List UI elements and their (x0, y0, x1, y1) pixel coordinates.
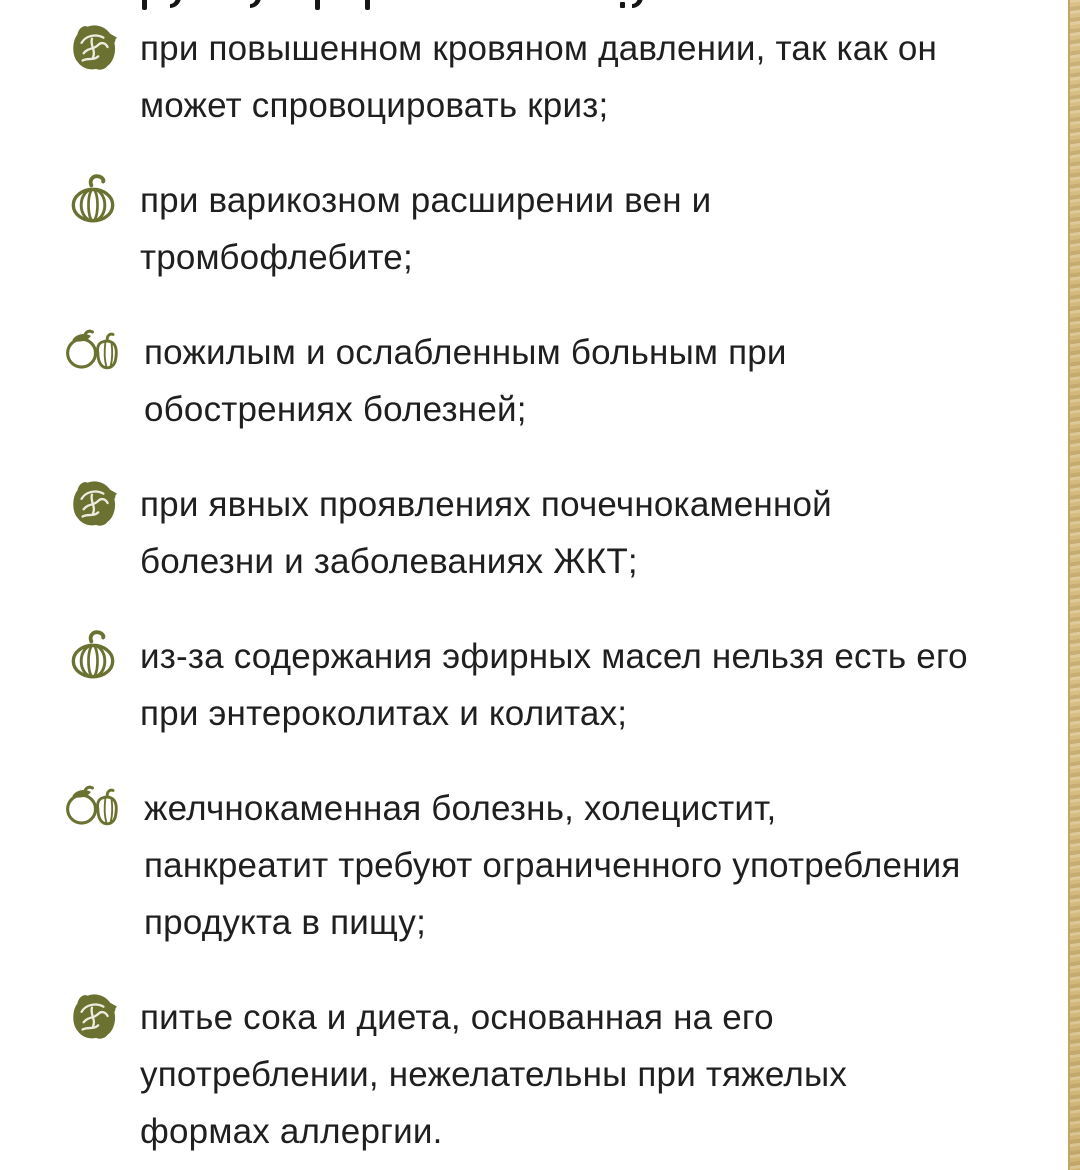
descender-mark (315, 0, 320, 10)
list-item-line: при повышенном кровяном давлении, так как он (140, 29, 938, 68)
page-edge-decoration (1068, 0, 1080, 1170)
peppers-icon (64, 781, 126, 835)
list-item (64, 172, 1080, 286)
list-item (64, 628, 1080, 742)
descender-mark (632, 0, 643, 8)
list-item-line: панкреатит требуют ограниченного употребления (144, 846, 961, 885)
list-item-line: пожилым и ослабленным больным при (144, 333, 787, 372)
list-item-text (140, 20, 937, 134)
list-item-line: продукта в пищу; (144, 903, 427, 942)
descender-mark (365, 0, 370, 10)
list-item-text (144, 780, 961, 951)
list-item-line: формах аллергии. (140, 1112, 443, 1151)
pumpkin-icon (64, 173, 122, 227)
peppers-icon (64, 325, 126, 379)
descender-mark (250, 0, 261, 8)
list-item-line: болезни и заболеваниях ЖКТ; (140, 542, 638, 581)
clipped-text-line (0, 0, 1080, 16)
cabbage-icon (64, 990, 122, 1044)
cabbage-icon (64, 21, 122, 75)
list-item-text (140, 172, 711, 286)
list-item (64, 476, 1080, 590)
descender-mark (620, 2, 625, 8)
descender-mark (142, 0, 147, 10)
list-item-line: при энтероколитах и колитах; (140, 694, 628, 733)
list-item (64, 780, 1080, 951)
list-item (64, 989, 1080, 1160)
list-item-text (144, 324, 787, 438)
list-item-text (140, 628, 968, 742)
list-item-line: тромбофлебите; (140, 238, 413, 277)
pumpkin-icon (64, 629, 122, 683)
list-item-line: может спровоцировать криз; (140, 86, 609, 125)
list-item (64, 20, 1080, 134)
list-item-line: питье сока и диета, основанная на его (140, 998, 774, 1037)
cabbage-icon (64, 477, 122, 531)
descender-mark (170, 0, 181, 8)
list-item-line: желчнокаменная болезнь, холецистит, (144, 789, 777, 828)
list-item-text (140, 989, 847, 1160)
list-item-line: обострениях болезней; (144, 390, 527, 429)
list-item (64, 324, 1080, 438)
list-item-line: при явных проявлениях почечнокаменной (140, 485, 832, 524)
list-item-line: употреблении, нежелательны при тяжелых (140, 1055, 848, 1094)
contraindications-list (0, 16, 1080, 1160)
list-item-text (140, 476, 832, 590)
list-item-line: из-за содержания эфирных масел нельзя есть его (140, 637, 968, 676)
list-item-line: при варикозном расширении вен и (140, 181, 712, 220)
